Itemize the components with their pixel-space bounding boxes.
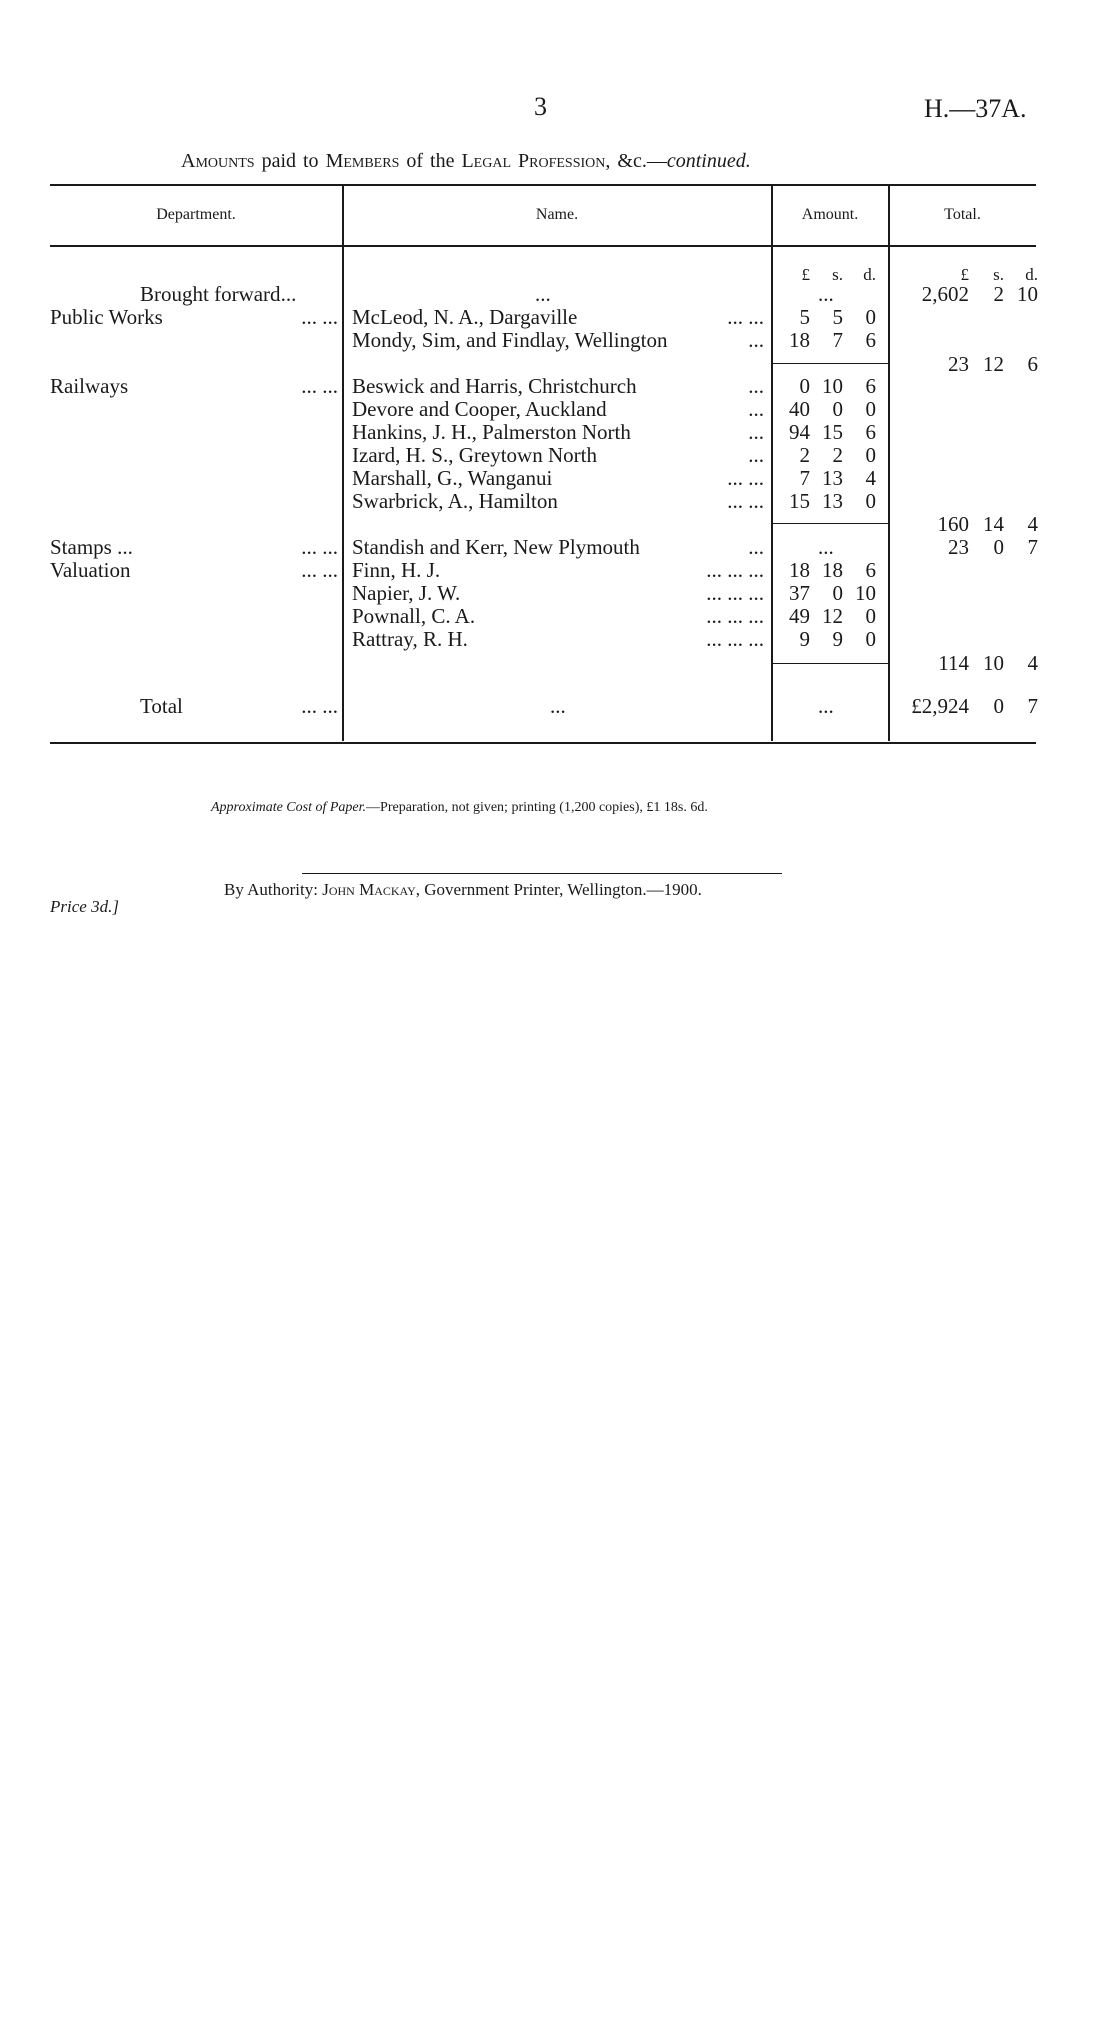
amount-pence: 6 (865, 420, 876, 444)
column-divider (771, 186, 773, 741)
brought-forward-text: Brought forward (140, 282, 281, 306)
subtotal-pounds: 160 (937, 512, 969, 536)
subtotal-pence: 4 (1027, 512, 1038, 536)
subtotal-shillings: 0 (993, 535, 1004, 559)
caption-word: Legal (461, 150, 512, 172)
amount-pence: 0 (865, 489, 876, 513)
imprint-suffix: , Government Printer, Wellington.—1900. (415, 880, 702, 899)
document-reference-suffix: A. (1001, 94, 1027, 123)
subtotal-shillings: 12 (983, 352, 1004, 376)
imprint-prefix: By Authority: (224, 880, 318, 899)
amount-shillings: 15 (822, 420, 843, 444)
brought-forward-amount-dots: ... (818, 282, 834, 306)
amount-pounds: 5 (799, 305, 810, 329)
amount-shillings: 18 (822, 558, 843, 582)
amount-shillings: 0 (832, 581, 843, 605)
amount-unit-shillings: s. (832, 265, 843, 284)
payee-name: Napier, J. W. (352, 581, 461, 605)
subtotal-shillings: 14 (983, 512, 1004, 536)
amount-pounds: 15 (789, 489, 810, 513)
payee-name: McLeod, N. A., Dargaville (352, 305, 578, 329)
brought-forward-total-pence: 10 (1017, 282, 1038, 306)
amount-pence: 10 (855, 581, 876, 605)
imprint-printer: John Mackay (322, 880, 416, 899)
grand-total-pounds: £2,924 (911, 694, 969, 718)
caption-word: &c.— (617, 150, 667, 172)
table-caption (181, 150, 751, 173)
leader-dots: ... ... (301, 374, 338, 398)
total-unit-pounds: £ (960, 265, 969, 284)
caption-word: the (430, 150, 455, 172)
total-name-dots: ... (550, 694, 566, 718)
amount-dots: ... (818, 535, 834, 559)
payee-name: Hankins, J. H., Palmerston North (352, 420, 631, 444)
department-valuation: Valuation (50, 558, 131, 582)
leader-dots: ... (748, 420, 764, 444)
department-railways: Railways (50, 374, 129, 398)
grand-total-pence: 7 (1027, 694, 1038, 718)
total-amount-dots: ... (818, 694, 834, 718)
leader-dots: ... ... (301, 535, 338, 559)
amount-pounds: 7 (799, 466, 810, 490)
amount-shillings: 7 (832, 328, 843, 352)
total-label: Total (140, 694, 183, 718)
leader-dots: ... (748, 374, 764, 398)
amount-pounds: 2 (799, 443, 810, 467)
amount-pence: 0 (865, 305, 876, 329)
cost-note-lead: Approximate Cost of Paper. (211, 800, 367, 815)
subtotal-pence: 6 (1027, 352, 1038, 376)
brought-forward-name-dots: ... (535, 282, 551, 306)
column-divider (888, 186, 890, 741)
payee-name: Beswick and Harris, Christchurch (352, 374, 637, 398)
amount-shillings: 9 (832, 627, 843, 651)
total-unit-pence: d. (1025, 265, 1038, 284)
amount-pence: 6 (865, 558, 876, 582)
leader-dots: ... ... (301, 694, 338, 718)
cost-note (211, 800, 708, 816)
amount-shillings: 13 (822, 489, 843, 513)
brought-forward-total-pounds: 2,602 (921, 282, 969, 306)
leader-dots: ... ... ... (706, 627, 764, 651)
subtotal-rule-public-works (771, 363, 889, 364)
brought-forward-total-shillings: 2 (993, 282, 1004, 306)
caption-word: paid (261, 150, 296, 172)
subtotal-pounds: 114 (938, 651, 969, 675)
payee-name: Izard, H. S., Greytown North (352, 443, 597, 467)
amount-pounds: 49 (789, 604, 810, 628)
leader-dots: ... (280, 282, 297, 306)
subtotal-pence: 4 (1027, 651, 1038, 675)
amount-shillings: 13 (822, 466, 843, 490)
document-reference-main: H.—37 (924, 94, 1002, 123)
payee-name: Mondy, Sim, and Findlay, Wellington (352, 328, 668, 352)
leader-dots: ... (748, 397, 764, 421)
leader-dots: ... ... (727, 489, 764, 513)
leader-dots: ... (748, 535, 764, 559)
leader-dots: ... ... (727, 466, 764, 490)
imprint (224, 880, 702, 900)
column-header-name: Name. (535, 206, 579, 223)
amount-pence: 6 (865, 374, 876, 398)
leader-dots: ... ... ... (706, 558, 764, 582)
subtotal-shillings: 10 (983, 651, 1004, 675)
amount-pence: 0 (865, 443, 876, 467)
amount-shillings: 0 (832, 397, 843, 421)
subtotal-pounds: 23 (948, 352, 969, 376)
price-label: Price 3d.] (50, 897, 119, 916)
leader-dots: ... ... (727, 305, 764, 329)
column-header-amount: Amount. (801, 206, 859, 223)
subtotal-pence: 7 (1027, 535, 1038, 559)
amount-pounds: 94 (789, 420, 810, 444)
amount-shillings: 2 (832, 443, 843, 467)
table-bottom-rule (50, 742, 1036, 744)
subtotal-pounds: 23 (948, 535, 969, 559)
amount-pounds: 9 (799, 627, 810, 651)
subtotal-rule-valuation (771, 663, 889, 664)
caption-word: Amounts (181, 150, 255, 172)
imprint-rule (302, 873, 782, 874)
leader-dots: ... ... (301, 558, 338, 582)
amount-unit-pence: d. (863, 265, 876, 284)
caption-word: Members (325, 150, 400, 172)
amount-pence: 0 (865, 604, 876, 628)
amount-shillings: 5 (832, 305, 843, 329)
amount-pounds: 18 (789, 558, 810, 582)
amount-pence: 0 (865, 397, 876, 421)
leader-dots: ... (748, 328, 764, 352)
leader-dots: ... (748, 443, 764, 467)
cost-note-text: —Preparation, not given; printing (1,200 copies), £1 18s. 6d. (366, 800, 708, 815)
caption-word: to (303, 150, 319, 172)
amount-pounds: 37 (789, 581, 810, 605)
payee-name: Swarbrick, A., Hamilton (352, 489, 558, 513)
payee-name: Marshall, G., Wanganui (352, 466, 553, 490)
amount-shillings: 10 (822, 374, 843, 398)
caption-continued: continued. (666, 150, 751, 172)
department-stamps: Stamps ... (50, 535, 133, 559)
amount-unit-pounds: £ (801, 265, 810, 284)
total-unit-shillings: s. (993, 265, 1004, 284)
document-reference (924, 94, 1027, 124)
payee-name: Finn, H. J. (352, 558, 441, 582)
caption-word: of (406, 150, 424, 172)
page-number: 3 (534, 92, 547, 121)
amount-pounds: 18 (789, 328, 810, 352)
caption-word: Profession, (518, 150, 611, 172)
leader-dots: ... ... ... (706, 604, 764, 628)
amount-pounds: 0 (799, 374, 810, 398)
column-header-total: Total. (944, 206, 981, 223)
subtotal-rule-railways (771, 523, 889, 524)
amount-pence: 6 (865, 328, 876, 352)
column-header-department: Department. (156, 206, 236, 223)
leader-dots: ... ... (301, 305, 338, 329)
amount-pounds: 40 (789, 397, 810, 421)
payee-name: Devore and Cooper, Auckland (352, 397, 607, 421)
amount-shillings: 12 (822, 604, 843, 628)
payee-name: Pownall, C. A. (352, 604, 476, 628)
leader-dots: ... ... ... (706, 581, 764, 605)
department-public-works: Public Works (50, 305, 163, 329)
column-divider (342, 186, 344, 741)
amount-pence: 0 (865, 627, 876, 651)
grand-total-shillings: 0 (993, 694, 1004, 718)
payee-name: Standish and Kerr, New Plymouth (352, 535, 640, 559)
amount-pence: 4 (865, 466, 876, 490)
brought-forward-label (140, 282, 296, 307)
payee-name: Rattray, R. H. (352, 627, 468, 651)
